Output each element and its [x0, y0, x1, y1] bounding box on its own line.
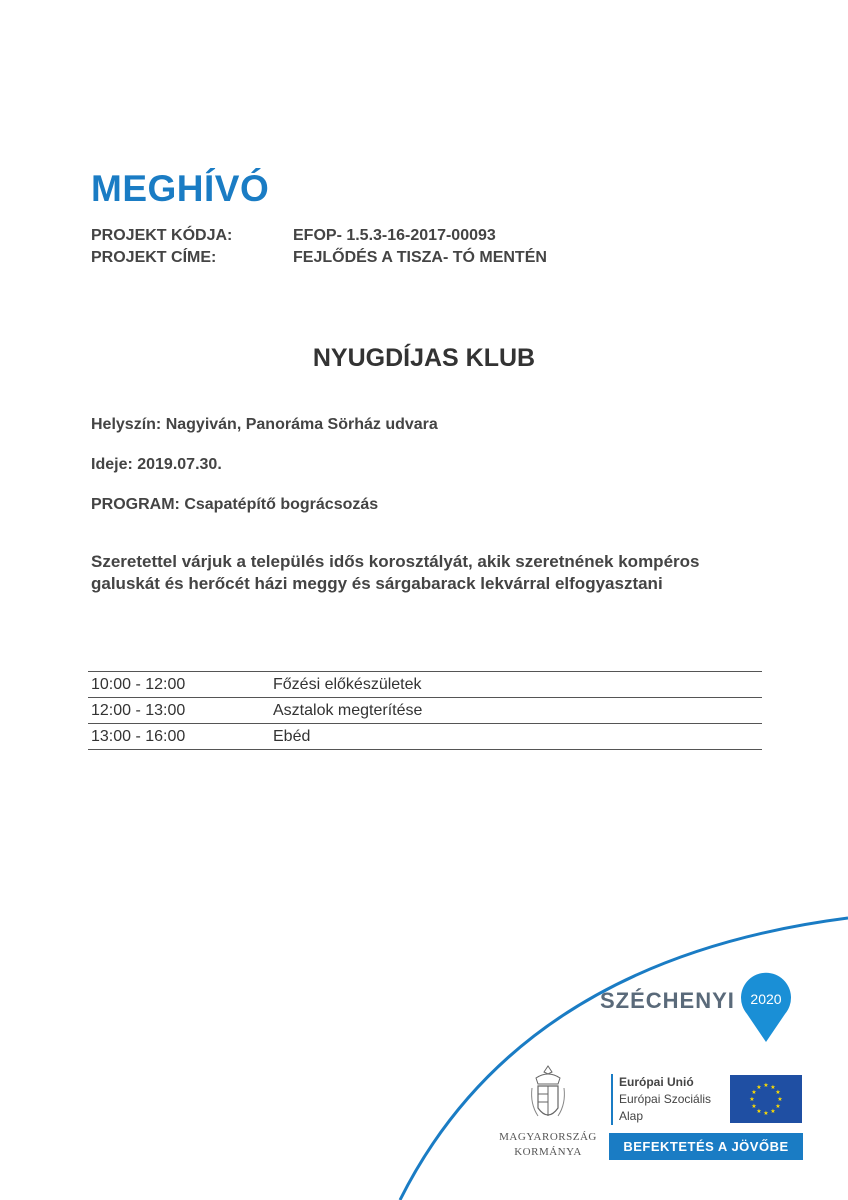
event-program: PROGRAM: Csapatépítő bográcsozás	[91, 496, 379, 513]
page-title: MEGHÍVÓ	[91, 168, 270, 209]
event-date: Ideje: 2019.07.30.	[91, 456, 222, 473]
svg-text:★: ★	[770, 1108, 776, 1115]
svg-text:★: ★	[775, 1103, 781, 1110]
schedule-activity: Főzési előkészületek	[273, 672, 762, 698]
eu-line-3: Alap	[619, 1109, 644, 1123]
svg-text:★: ★	[756, 1084, 762, 1091]
investment-banner: BEFEKTETÉS A JÖVŐBE	[609, 1133, 803, 1160]
eu-line-2: Európai Szociális	[619, 1092, 712, 1106]
svg-text:★: ★	[775, 1089, 781, 1096]
svg-text:★: ★	[751, 1103, 757, 1110]
schedule-time: 13:00 - 16:00	[88, 724, 273, 750]
svg-text:★: ★	[770, 1084, 776, 1091]
eu-line-1: Európai Unió	[619, 1075, 694, 1089]
project-code-label: PROJEKT KÓDJA:	[91, 227, 233, 244]
project-title-label: PROJEKT CÍME:	[91, 249, 217, 266]
szechenyi-logo-text: SZÉCHENYI	[600, 988, 735, 1013]
szechenyi-year: 2020	[750, 991, 782, 1007]
eu-flag-icon	[730, 1075, 802, 1123]
event-name: NYUGDÍJAS KLUB	[312, 344, 536, 372]
project-title-value: FEJLŐDÉS A TISZA- TÓ MENTÉN	[293, 249, 547, 266]
invitation-line-1: Szeretettel várjuk a település idős korosztályát, akik szeretnének kompéros	[91, 552, 700, 571]
coat-of-arms-icon	[528, 1064, 568, 1128]
event-location: Helyszín: Nagyiván, Panoráma Sörház udvara	[91, 416, 438, 433]
eu-fund-label	[611, 1074, 711, 1125]
schedule-activity: Asztalok megterítése	[273, 698, 762, 724]
project-code-value: EFOP- 1.5.3-16-2017-00093	[293, 227, 496, 244]
svg-text:★: ★	[756, 1108, 762, 1115]
svg-text:★: ★	[751, 1089, 757, 1096]
government-line-1: MAGYARORSZÁG	[499, 1131, 597, 1143]
svg-text:★: ★	[763, 1110, 769, 1117]
svg-text:★: ★	[749, 1096, 755, 1103]
government-label	[490, 1130, 606, 1160]
schedule-time: 12:00 - 13:00	[88, 698, 273, 724]
svg-text:★: ★	[777, 1096, 783, 1103]
svg-text:★: ★	[763, 1082, 769, 1089]
szechenyi-pin-icon	[739, 972, 793, 1044]
schedule-time: 10:00 - 12:00	[88, 672, 273, 698]
government-line-2: KORMÁNYA	[514, 1146, 582, 1158]
schedule-activity: Ebéd	[273, 724, 762, 750]
invitation-line-2: galuskát és herőcét házi meggy és sárgabarack lekvárral elfogyasztani	[91, 574, 663, 593]
